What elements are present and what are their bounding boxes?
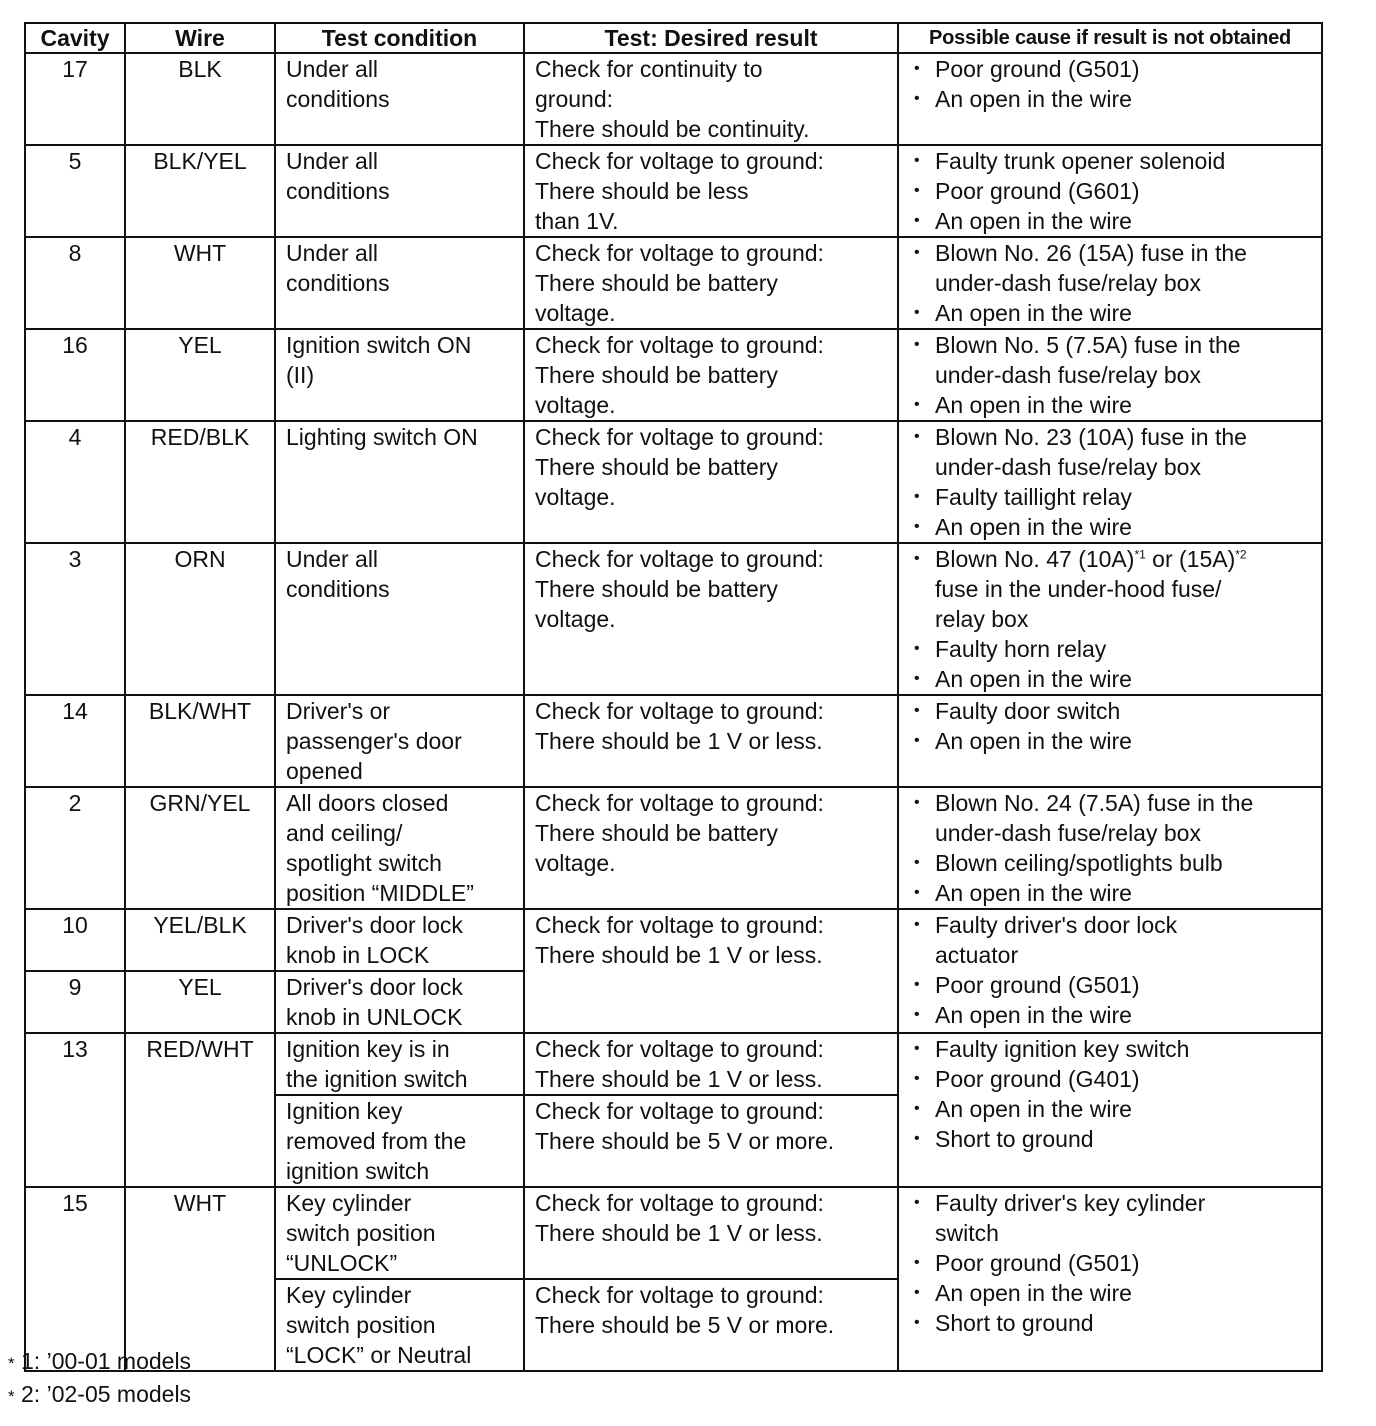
test-condition-cell: Under all conditions [275, 53, 524, 145]
desired-result-cell: Check for voltage to ground: There should be battery voltage. [524, 421, 898, 543]
table-row [25, 1033, 1322, 1095]
test-condition-cell: Driver's door lock knob in LOCK [275, 909, 524, 971]
test-condition-cell: Key cylinder switch position “UNLOCK” [275, 1187, 524, 1279]
test-condition-cell: Under all conditions [275, 237, 524, 329]
footnote-text: 1: ’00-01 models [21, 1348, 192, 1374]
table-row [25, 543, 1322, 695]
possible-cause-cell [898, 421, 1322, 543]
cause-item: • Blown ceiling/spotlights bulb [909, 848, 1311, 878]
cavity-cell: 8 [25, 237, 125, 329]
cause-fuse-text: Blown No. 47 (10A) [935, 546, 1135, 572]
possible-cause-cell [898, 543, 1322, 695]
cause-item: • Blown No. 5 (7.5A) fuse in the under-dash fuse/relay box [909, 330, 1311, 390]
header-desired-result: Test: Desired result [524, 23, 898, 53]
cause-item: • Poor ground (G501) [909, 54, 1311, 84]
cause-item: • An open in the wire [909, 390, 1311, 420]
table-row [25, 329, 1322, 421]
test-condition-cell: Ignition key removed from the ignition switch [275, 1095, 524, 1187]
table-row [25, 909, 1322, 971]
cause-item: • An open in the wire [909, 298, 1311, 328]
table-row [25, 421, 1322, 543]
cavity-cell: 17 [25, 53, 125, 145]
desired-result-cell: Check for voltage to ground: There should be battery voltage. [524, 543, 898, 695]
desired-result-cell: Check for voltage to ground: There should be 1 V or less. [524, 1187, 898, 1279]
cavity-cell: 14 [25, 695, 125, 787]
possible-cause-cell [898, 53, 1322, 145]
possible-cause-cell [898, 1187, 1322, 1371]
cause-item: • Blown No. 23 (10A) fuse in the under-dash fuse/relay box [909, 422, 1311, 482]
cavity-cell: 10 [25, 909, 125, 971]
cause-item: • Poor ground (G501) [909, 970, 1311, 1000]
wire-cell: ORN [125, 543, 275, 695]
cause-item: • Faulty driver's door lock actuator [909, 910, 1311, 970]
footnote [8, 1379, 191, 1412]
cavity-cell: 5 [25, 145, 125, 237]
header-row [25, 23, 1322, 53]
cause-item: • An open in the wire [909, 664, 1311, 694]
test-condition-cell: Lighting switch ON [275, 421, 524, 543]
table-row [25, 695, 1322, 787]
possible-cause-cell [898, 695, 1322, 787]
cavity-cell: 4 [25, 421, 125, 543]
wire-cell: BLK/WHT [125, 695, 275, 787]
wire-cell: BLK/YEL [125, 145, 275, 237]
desired-result-cell: Check for voltage to ground: There should be battery voltage. [524, 329, 898, 421]
cause-item: • Faulty horn relay [909, 634, 1311, 664]
table-row [25, 145, 1322, 237]
diagnostic-table [24, 22, 1323, 1372]
desired-result-cell: Check for voltage to ground: There should be 1 V or less. [524, 695, 898, 787]
cavity-cell: 3 [25, 543, 125, 695]
cavity-cell: 2 [25, 787, 125, 909]
footnote-ref: *1 [1134, 547, 1146, 562]
wire-cell: GRN/YEL [125, 787, 275, 909]
cause-item: • Blown No. 26 (15A) fuse in the under-dash fuse/relay box [909, 238, 1311, 298]
cavity-cell: 13 [25, 1033, 125, 1187]
test-condition-cell: Key cylinder switch position “LOCK” or Neutral [275, 1279, 524, 1371]
cause-fuse-text: fuse in the under-hood fuse/ relay box [935, 576, 1222, 632]
wire-cell: WHT [125, 1187, 275, 1371]
test-condition-cell: Ignition key is in the ignition switch [275, 1033, 524, 1095]
cause-item [909, 544, 1311, 634]
wire-cell: RED/WHT [125, 1033, 275, 1187]
cause-item: • Blown No. 24 (7.5A) fuse in the under-dash fuse/relay box [909, 788, 1311, 848]
cause-item: • An open in the wire [909, 726, 1311, 756]
wire-cell: WHT [125, 237, 275, 329]
footnote [8, 1346, 191, 1379]
cause-item: • An open in the wire [909, 84, 1311, 114]
desired-result-cell: Check for voltage to ground: There should be less than 1V. [524, 145, 898, 237]
cause-item: • Short to ground [909, 1308, 1311, 1338]
cause-item: • An open in the wire [909, 512, 1311, 542]
desired-result-cell: Check for voltage to ground: There should be battery voltage. [524, 237, 898, 329]
cause-item: • Faulty door switch [909, 696, 1311, 726]
wire-cell: RED/BLK [125, 421, 275, 543]
table-row [25, 1187, 1322, 1279]
wire-cell: YEL [125, 329, 275, 421]
footnote-mark: * [8, 1387, 15, 1406]
footnote-ref: *2 [1235, 547, 1247, 562]
desired-result-cell: Check for voltage to ground: There should be 5 V or more. [524, 1279, 898, 1371]
possible-cause-cell [898, 787, 1322, 909]
footnotes [8, 1346, 191, 1412]
possible-cause-cell [898, 909, 1322, 1033]
footnote-mark: * [8, 1354, 15, 1373]
cause-item: • An open in the wire [909, 878, 1311, 908]
test-condition-cell: Under all conditions [275, 543, 524, 695]
header-cavity: Cavity [25, 23, 125, 53]
test-condition-cell: Driver's or passenger's door opened [275, 695, 524, 787]
possible-cause-cell [898, 237, 1322, 329]
cavity-cell: 16 [25, 329, 125, 421]
cause-fuse-text: or (15A) [1145, 546, 1236, 572]
desired-result-cell: Check for continuity to ground: There should be continuity. [524, 53, 898, 145]
table-row [25, 53, 1322, 145]
cause-item: • Faulty trunk opener solenoid [909, 146, 1311, 176]
cause-item: • Faulty ignition key switch [909, 1034, 1311, 1064]
footnote-text: 2: ’02-05 models [21, 1381, 192, 1407]
cause-item: • An open in the wire [909, 1000, 1311, 1030]
wire-cell: YEL/BLK [125, 909, 275, 971]
cause-item: • An open in the wire [909, 206, 1311, 236]
cause-item: • Short to ground [909, 1124, 1311, 1154]
desired-result-cell: Check for voltage to ground: There should be 1 V or less. [524, 909, 898, 1033]
desired-result-cell: Check for voltage to ground: There should be 1 V or less. [524, 1033, 898, 1095]
header-possible-cause: Possible cause if result is not obtained [898, 23, 1322, 53]
cavity-cell: 9 [25, 971, 125, 1033]
test-condition-cell: Driver's door lock knob in UNLOCK [275, 971, 524, 1033]
cause-item: • Poor ground (G401) [909, 1064, 1311, 1094]
wire-cell: YEL [125, 971, 275, 1033]
table-row [25, 237, 1322, 329]
cause-item: • Poor ground (G601) [909, 176, 1311, 206]
desired-result-cell: Check for voltage to ground: There should be battery voltage. [524, 787, 898, 909]
header-test-condition: Test condition [275, 23, 524, 53]
possible-cause-cell [898, 1033, 1322, 1187]
desired-result-cell: Check for voltage to ground: There should be 5 V or more. [524, 1095, 898, 1187]
test-condition-cell: All doors closed and ceiling/ spotlight switch position “MIDDLE” [275, 787, 524, 909]
possible-cause-cell [898, 329, 1322, 421]
cause-item: • Faulty taillight relay [909, 482, 1311, 512]
possible-cause-cell [898, 145, 1322, 237]
test-condition-cell: Under all conditions [275, 145, 524, 237]
cavity-cell: 15 [25, 1187, 125, 1371]
cause-item: • Poor ground (G501) [909, 1248, 1311, 1278]
test-condition-cell: Ignition switch ON (II) [275, 329, 524, 421]
cause-item: • Faulty driver's key cylinder switch [909, 1188, 1311, 1248]
table-row [25, 787, 1322, 909]
cause-item: • An open in the wire [909, 1094, 1311, 1124]
header-wire: Wire [125, 23, 275, 53]
wire-cell: BLK [125, 53, 275, 145]
cause-item: • An open in the wire [909, 1278, 1311, 1308]
